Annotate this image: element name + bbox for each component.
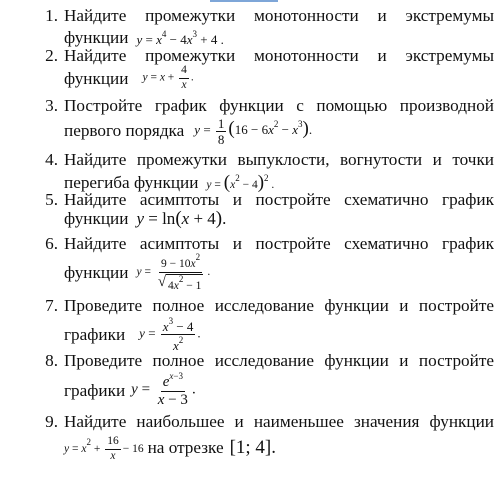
task-prefix: графики [64,380,126,400]
formula: y = $\frac{x^3 - 4}{x^2}$ . [139,316,201,353]
task-9 [45,412,494,462]
formula: y = $\frac{e^{x-3}}{x - 3}$ . [131,371,196,408]
formula: y = $9 - 10x^2$ √ $4x^2 - 1$ . [136,252,211,292]
task-6 [45,234,494,292]
interval: [1; 4]. [229,437,277,459]
formula: y = $\frac{1}{8}$ $(16 - 6x^2 - x^3)$. [194,115,313,147]
task-3 [45,96,494,147]
task-number: 1. [45,6,58,25]
formula: $y = (x^2 - 4)^2$ . [206,172,275,193]
task-number: 5. [45,190,58,209]
task-prefix: графики [64,325,126,344]
task-text: Найдите промежутки монотонности и экстремумы [64,6,494,25]
task-text: Проведите полное исследование функции и постройте [64,351,494,370]
task-number: 3. [45,96,58,115]
task-number: 4. [45,150,58,169]
task-7 [45,296,494,353]
task-2 [45,46,494,91]
task-text: Найдите асимптоты и постройте схематично график [64,190,494,209]
task-number: 2. [45,46,58,65]
formula: y = ln(x + 4). [136,208,227,229]
task-text: Найдите промежутки монотонности и экстремумы [64,46,494,65]
task-prefix: функции [64,209,129,228]
task-text: Проведите полное исследование функции и постройте [64,296,494,315]
task-prefix: функции [64,68,129,88]
formula: y = x + $\frac{4}{x}$ . [142,64,194,91]
task-number: 6. [45,234,58,253]
task-text: Найдите промежутки выпуклости, вогнутости и точки [64,150,494,169]
task-5 [45,190,494,229]
task-8 [45,351,494,408]
task-1 [45,6,494,49]
task-prefix: функции [64,263,129,282]
formula: $y = x^4 - 4x^3 + 4$ . [136,29,224,47]
task-text: Найдите наибольшее и наименьшее значения функции [64,412,494,431]
task-number: 8. [45,351,58,370]
task-prefix: первого порядка [64,120,185,140]
task-prefix: функции [64,27,129,47]
task-text: Постройте график функции с помощью производной [64,96,494,115]
formula: $y = x^2$ + $\frac{16}{x}$ − 16 [64,435,144,462]
task-text: Найдите асимптоты и постройте схематично график [64,234,494,253]
task-prefix: перегиба функции [64,172,199,192]
task-number: 7. [45,296,58,315]
task-suffix: на отрезке [147,438,224,458]
header-underline [0,0,500,3]
task-4 [45,150,494,195]
task-number: 9. [45,412,58,431]
